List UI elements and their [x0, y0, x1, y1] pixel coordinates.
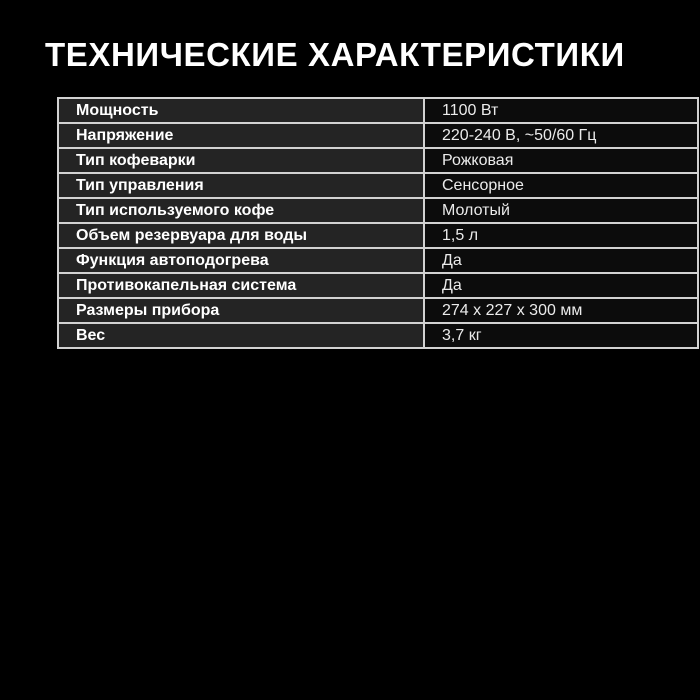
spec-value-coffee-type: Молотый [424, 198, 698, 223]
spec-row-coffee-maker-type [58, 148, 698, 173]
spec-value-water-tank-volume: 1,5 л [424, 223, 698, 248]
spec-label-weight: Вес [58, 323, 424, 348]
spec-value-coffee-maker-type: Рожковая [424, 148, 698, 173]
spec-value-weight: 3,7 кг [424, 323, 698, 348]
page-title: ТЕХНИЧЕСКИЕ ХАРАКТЕРИСТИКИ [45, 36, 625, 73]
spec-label-coffee-maker-type: Тип кофеварки [58, 148, 424, 173]
spec-row-coffee-type [58, 198, 698, 223]
spec-value-auto-warming: Да [424, 248, 698, 273]
spec-label-control-type: Тип управления [58, 173, 424, 198]
spec-label-coffee-type: Тип используемого кофе [58, 198, 424, 223]
spec-row-weight [58, 323, 698, 348]
spec-label-auto-warming: Функция автоподогрева [58, 248, 424, 273]
spec-row-dimensions [58, 298, 698, 323]
spec-table [57, 97, 699, 349]
spec-row-water-tank-volume [58, 223, 698, 248]
spec-row-control-type [58, 173, 698, 198]
spec-label-voltage: Напряжение [58, 123, 424, 148]
spec-value-control-type: Сенсорное [424, 173, 698, 198]
spec-value-power: 1100 Вт [424, 98, 698, 123]
spec-label-water-tank-volume: Объем резервуара для воды [58, 223, 424, 248]
spec-label-anti-drip: Противокапельная система [58, 273, 424, 298]
spec-label-power: Мощность [58, 98, 424, 123]
spec-row-voltage [58, 123, 698, 148]
spec-value-voltage: 220-240 В, ~50/60 Гц [424, 123, 698, 148]
spec-row-auto-warming [58, 248, 698, 273]
spec-label-dimensions: Размеры прибора [58, 298, 424, 323]
spec-row-power [58, 98, 698, 123]
spec-row-anti-drip [58, 273, 698, 298]
spec-value-anti-drip: Да [424, 273, 698, 298]
spec-value-dimensions: 274 x 227 x 300 мм [424, 298, 698, 323]
